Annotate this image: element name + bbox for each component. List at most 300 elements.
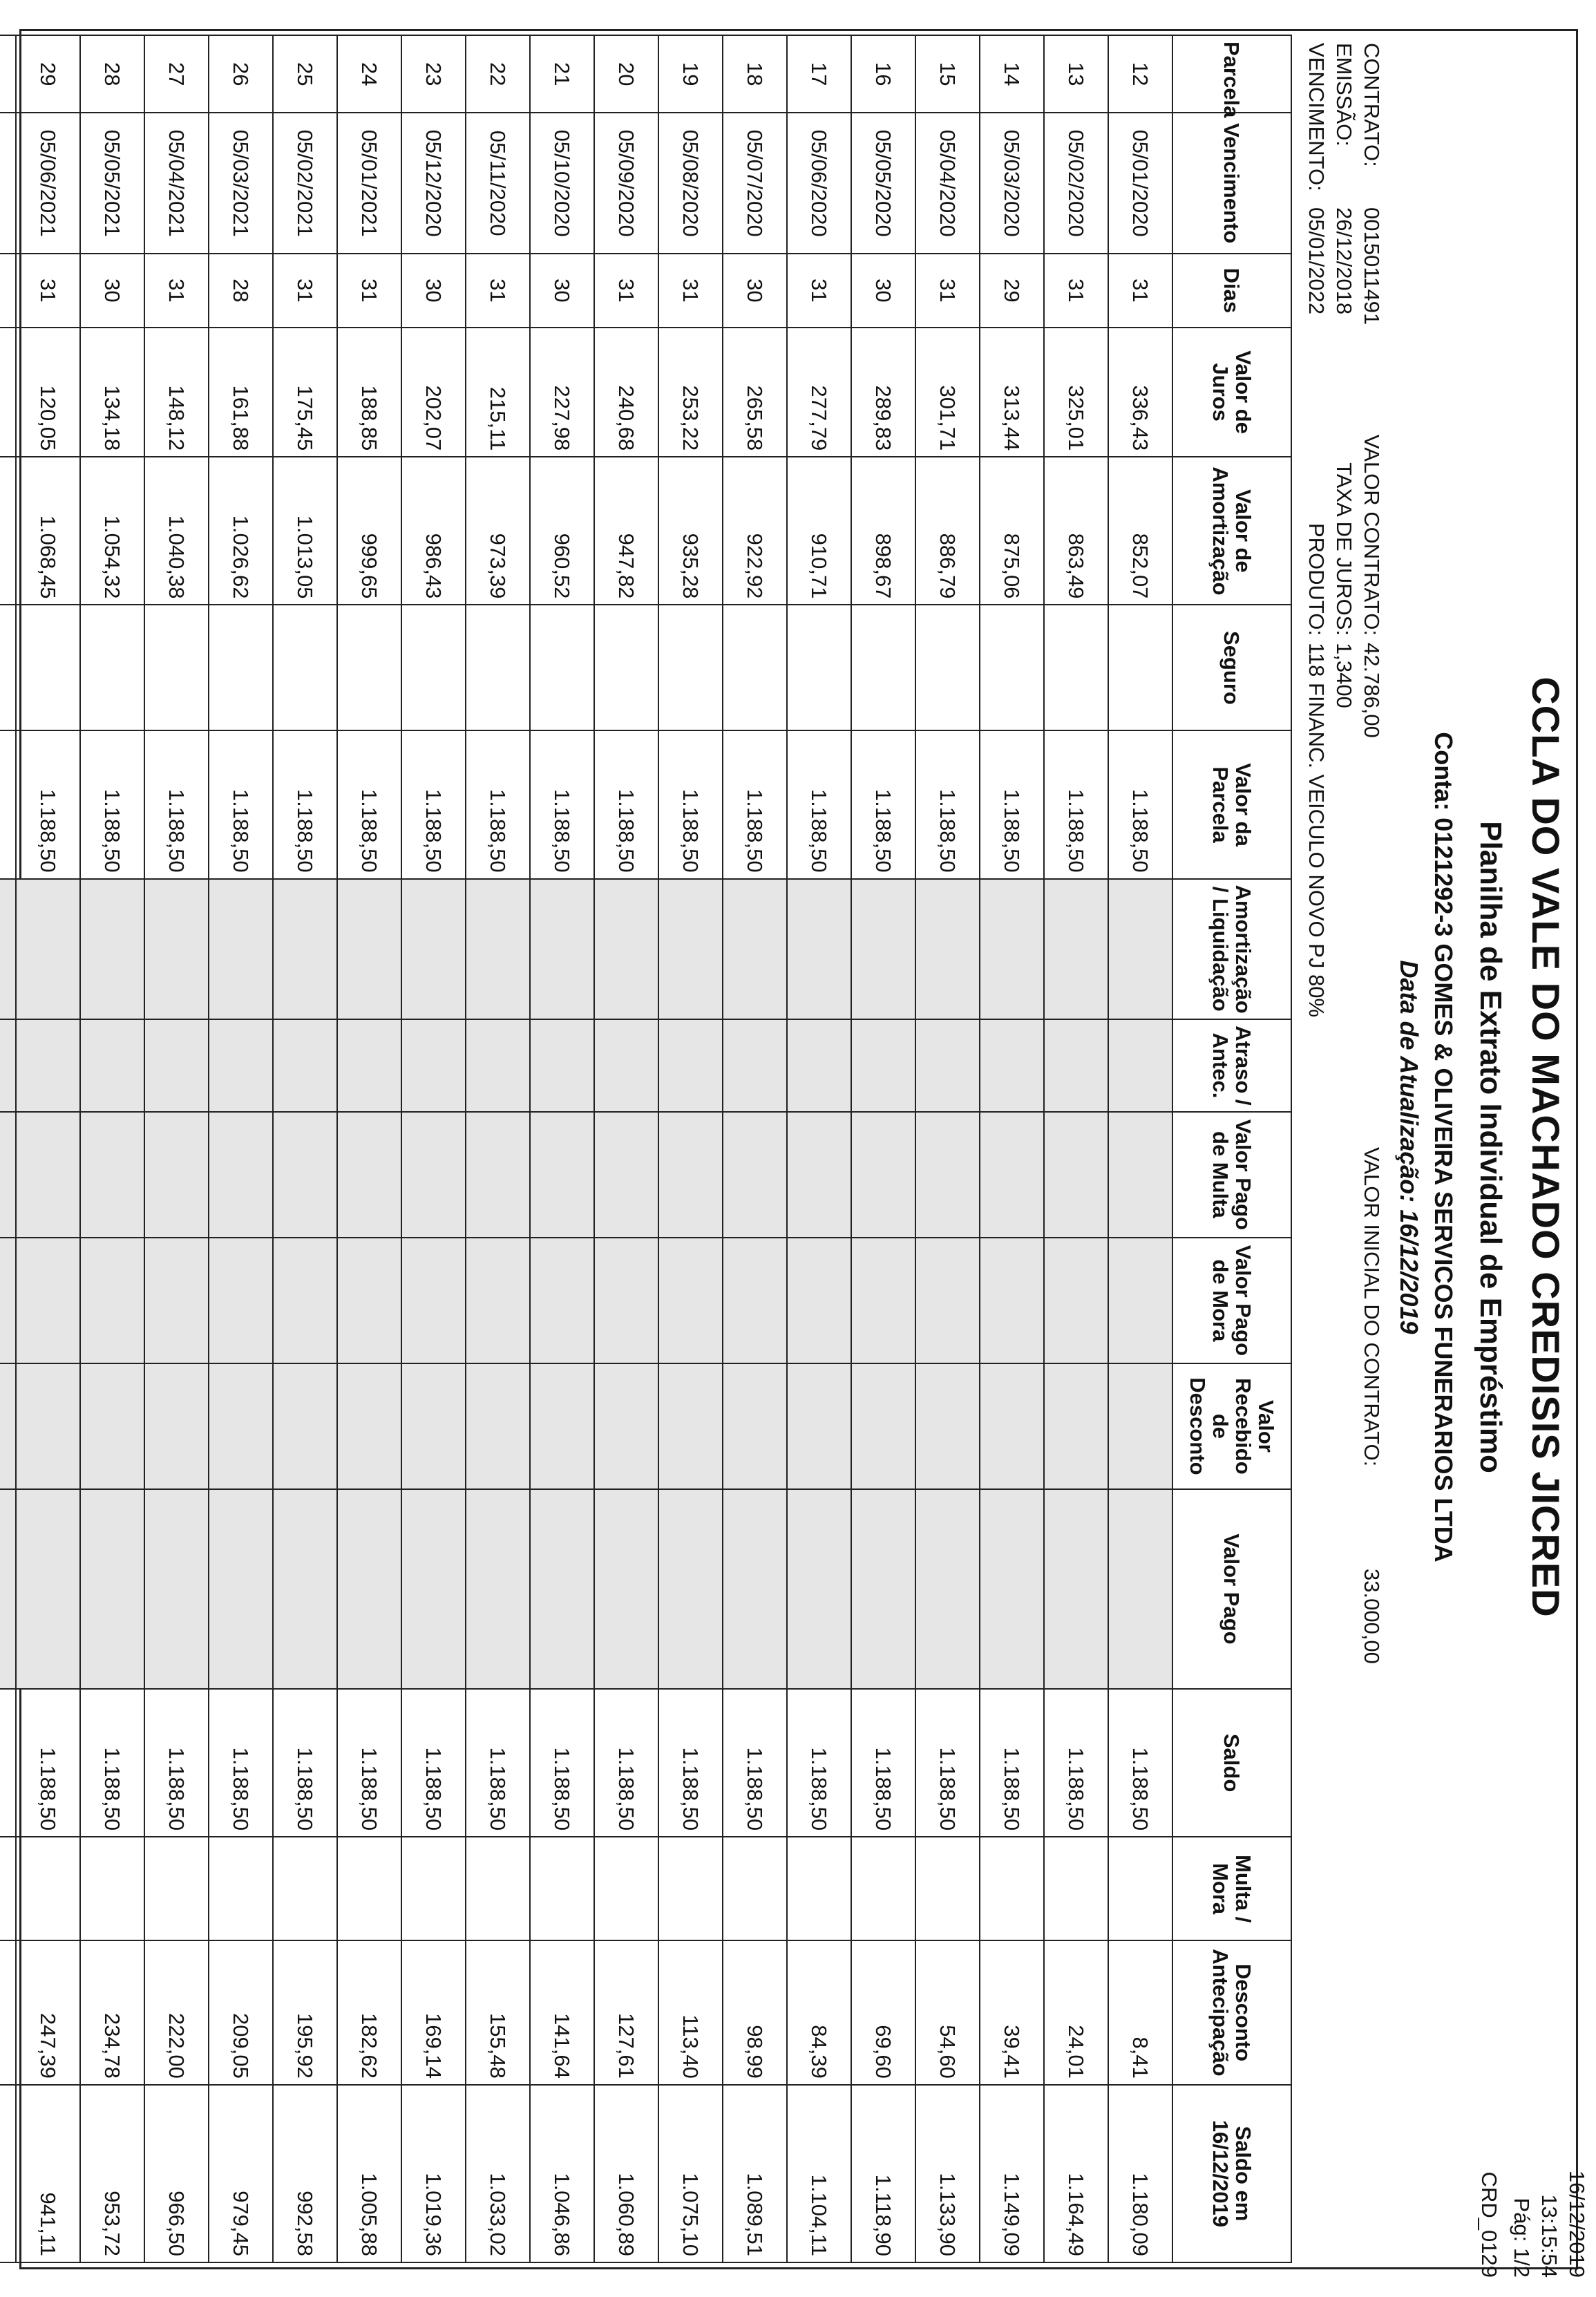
table-cell — [594, 1112, 658, 1238]
table-cell: 1.188,50 — [658, 730, 723, 878]
table-cell — [1108, 879, 1172, 1019]
table-cell: 169,14 — [401, 1940, 466, 2085]
table-cell — [594, 1489, 658, 1689]
table-cell: 05/05/2020 — [851, 113, 915, 253]
table-cell — [594, 879, 658, 1019]
table-cell: 1.054,32 — [80, 457, 144, 605]
initial-value: 33.000,00 — [1360, 1569, 1384, 1664]
table-cell: 28 — [209, 254, 273, 328]
table-cell — [1044, 1112, 1108, 1238]
table-cell — [1044, 1837, 1108, 1940]
table-cell: 19 — [658, 35, 723, 113]
table-cell: 1.019,36 — [401, 2085, 466, 2262]
table-cell: 313,44 — [980, 328, 1044, 457]
table-row — [0, 35, 16, 2262]
table-cell: 1.188,50 — [273, 1689, 337, 1837]
table-cell: 247,39 — [16, 1940, 80, 2085]
table-cell: 992,58 — [273, 2085, 337, 2262]
table-cell — [530, 879, 594, 1019]
table-cell — [1108, 1489, 1172, 1689]
table-row — [915, 35, 980, 2262]
column-header: Seguro — [1172, 605, 1291, 730]
table-cell: 15 — [915, 35, 980, 113]
table-cell — [787, 1363, 851, 1489]
table-cell — [401, 879, 466, 1019]
table-cell — [273, 1112, 337, 1238]
table-cell: 1.188,50 — [1108, 730, 1172, 878]
table-cell: 1.188,50 — [530, 1689, 594, 1837]
table-cell: 54,60 — [915, 1940, 980, 2085]
table-cell — [0, 1689, 16, 1837]
table-cell — [16, 1489, 80, 1689]
product-label: PRODUTO: — [1304, 522, 1329, 636]
table-cell — [401, 1837, 466, 1940]
table-cell: 30 — [530, 254, 594, 328]
table-cell — [16, 879, 80, 1019]
table-cell — [0, 730, 16, 878]
table-row — [594, 35, 658, 2262]
table-cell — [144, 879, 209, 1019]
table-cell: 966,50 — [144, 2085, 209, 2262]
table-cell: 30 — [851, 254, 915, 328]
table-cell: 05/06/2020 — [787, 113, 851, 253]
table-cell: 1.026,62 — [209, 457, 273, 605]
table-cell: 05/08/2020 — [658, 113, 723, 253]
table-cell: 12 — [1108, 35, 1172, 113]
table-cell: 1.188,50 — [16, 1689, 80, 1837]
table-cell: 979,45 — [209, 2085, 273, 2262]
table-cell: 1.133,90 — [915, 2085, 980, 2262]
table-cell: 31 — [16, 254, 80, 328]
table-row — [530, 35, 594, 2262]
table-cell — [1108, 1363, 1172, 1489]
table-cell — [723, 879, 787, 1019]
print-date: 16/12/2019 — [1565, 2170, 1589, 2278]
table-cell: 240,68 — [594, 328, 658, 457]
table-cell — [787, 1837, 851, 1940]
table-cell: 1.188,50 — [337, 730, 401, 878]
table-cell: 910,71 — [787, 457, 851, 605]
table-cell: 1.188,50 — [144, 730, 209, 878]
table-cell — [915, 879, 980, 1019]
table-cell — [273, 605, 337, 730]
table-cell — [0, 113, 16, 253]
table-cell: 1.013,05 — [273, 457, 337, 605]
table-cell — [209, 1363, 273, 1489]
interest-rate-label: TAXA DE JUROS: — [1332, 462, 1356, 636]
table-row — [273, 35, 337, 2262]
table-cell — [466, 1363, 530, 1489]
table-cell: 973,39 — [466, 457, 530, 605]
table-cell — [401, 1238, 466, 1363]
table-cell: 05/01/2021 — [337, 113, 401, 253]
table-cell: 1.188,50 — [337, 1689, 401, 1837]
table-cell: 30 — [401, 254, 466, 328]
table-cell — [594, 605, 658, 730]
table-cell — [915, 1837, 980, 1940]
table-cell — [915, 1112, 980, 1238]
table-cell: 22 — [466, 35, 530, 113]
table-cell: 202,07 — [401, 328, 466, 457]
table-cell: 1.188,50 — [209, 730, 273, 878]
column-header: Valor de Amortização — [1172, 457, 1291, 605]
table-cell — [594, 1837, 658, 1940]
table-row — [851, 35, 915, 2262]
table-cell — [16, 1837, 80, 1940]
table-cell: 1.188,50 — [530, 730, 594, 878]
table-cell — [787, 1489, 851, 1689]
table-cell: 875,06 — [980, 457, 1044, 605]
table-cell — [915, 1019, 980, 1112]
page-number: Pág: 1/2 — [1510, 2197, 1534, 2278]
table-cell — [466, 1238, 530, 1363]
table-cell: 1.089,51 — [723, 2085, 787, 2262]
table-cell: 1.188,50 — [851, 1689, 915, 1837]
table-cell: 14 — [980, 35, 1044, 113]
table-cell — [980, 1363, 1044, 1489]
table-cell: 1.188,50 — [787, 730, 851, 878]
table-cell: 1.164,49 — [1044, 2085, 1108, 2262]
table-cell — [851, 1489, 915, 1689]
interest-rate: 1,3400 — [1332, 643, 1356, 708]
table-cell: 1.033,02 — [466, 2085, 530, 2262]
column-header: Valor Recebido de Desconto — [1172, 1363, 1291, 1489]
table-cell: 05/04/2021 — [144, 113, 209, 253]
table-cell — [209, 605, 273, 730]
table-cell — [0, 1238, 16, 1363]
table-cell — [337, 1837, 401, 1940]
contract-label: CONTRATO: — [1360, 43, 1384, 167]
table-cell — [530, 1489, 594, 1689]
table-cell: 155,48 — [466, 1940, 530, 2085]
table-cell: 277,79 — [787, 328, 851, 457]
table-cell: 31 — [144, 254, 209, 328]
table-cell — [658, 1238, 723, 1363]
table-cell: 1.188,50 — [851, 730, 915, 878]
table-cell — [980, 1112, 1044, 1238]
table-cell: 898,67 — [851, 457, 915, 605]
column-header: Saldo — [1172, 1689, 1291, 1837]
table-cell: 31 — [787, 254, 851, 328]
table-cell: 1.188,50 — [980, 1689, 1044, 1837]
table-row — [466, 35, 530, 2262]
table-row — [787, 35, 851, 2262]
table-cell: 1.188,50 — [915, 1689, 980, 1837]
column-header: Multa / Mora — [1172, 1837, 1291, 1940]
table-cell: 1.188,50 — [144, 1689, 209, 1837]
table-body — [0, 35, 1172, 2262]
table-cell: 175,45 — [273, 328, 337, 457]
table-cell — [0, 328, 16, 457]
table-row — [658, 35, 723, 2262]
table-cell: 1.188,50 — [16, 730, 80, 878]
table-cell: 1.040,38 — [144, 457, 209, 605]
table-cell — [209, 1019, 273, 1112]
table-cell: 05/07/2020 — [723, 113, 787, 253]
table-cell: 31 — [658, 254, 723, 328]
table-cell — [80, 605, 144, 730]
column-header: Desconto Antecipação — [1172, 1940, 1291, 2085]
table-cell: 16 — [851, 35, 915, 113]
table-cell: 253,22 — [658, 328, 723, 457]
table-cell — [980, 1489, 1044, 1689]
table-cell: 1.188,50 — [723, 730, 787, 878]
table-cell: 8,41 — [1108, 1940, 1172, 2085]
table-cell — [16, 1019, 80, 1112]
table-cell — [0, 605, 16, 730]
table-cell: 1.149,09 — [980, 2085, 1044, 2262]
table-cell: 999,65 — [337, 457, 401, 605]
table-cell: 1.188,50 — [401, 730, 466, 878]
table-cell: 1.188,50 — [1044, 730, 1108, 878]
table-cell — [851, 879, 915, 1019]
table-cell — [209, 879, 273, 1019]
table-cell — [144, 1238, 209, 1363]
table-cell: 113,40 — [658, 1940, 723, 2085]
table-row — [337, 35, 401, 2262]
table-cell — [658, 1837, 723, 1940]
table-cell — [401, 1489, 466, 1689]
column-header: Vencimento — [1172, 113, 1291, 253]
installments-table — [0, 35, 1292, 2263]
table-cell: 120,05 — [16, 328, 80, 457]
table-cell — [401, 605, 466, 730]
table-cell: 13 — [1044, 35, 1108, 113]
table-cell — [980, 605, 1044, 730]
table-cell: 05/03/2020 — [980, 113, 1044, 253]
table-cell — [16, 1363, 80, 1489]
table-cell: 1.188,50 — [401, 1689, 466, 1837]
table-cell — [16, 1238, 80, 1363]
table-cell: 30 — [723, 254, 787, 328]
table-cell: 05/02/2020 — [1044, 113, 1108, 253]
table-cell — [658, 879, 723, 1019]
update-date: Data de Atualização: 16/12/2019 — [1395, 960, 1423, 1334]
table-cell — [1044, 879, 1108, 1019]
table-cell — [466, 1489, 530, 1689]
table-cell: 1.188,50 — [209, 1689, 273, 1837]
table-cell: 20 — [594, 35, 658, 113]
table-cell: 69,60 — [851, 1940, 915, 2085]
table-cell: 1.118,90 — [851, 2085, 915, 2262]
table-cell — [1108, 1019, 1172, 1112]
table-cell: 1.005,88 — [337, 2085, 401, 2262]
table-cell — [980, 1019, 1044, 1112]
table-cell: 215,11 — [466, 328, 530, 457]
table-cell — [0, 1940, 16, 2085]
table-cell — [658, 1019, 723, 1112]
table-cell: 1.188,50 — [723, 1689, 787, 1837]
column-header: Valor Pago de Mora — [1172, 1238, 1291, 1363]
table-cell — [787, 1238, 851, 1363]
report-code: CRD_0129 — [1477, 2171, 1501, 2278]
initial-value-label: VALOR INICIAL DO CONTRATO: — [1360, 1147, 1384, 1467]
account-line: Conta: 0121292-3 GOMES & OLIVEIRA SERVICOS FUNERARIOS LTDA — [1429, 732, 1458, 1562]
table-cell — [915, 605, 980, 730]
table-cell: 947,82 — [594, 457, 658, 605]
table-cell — [144, 605, 209, 730]
table-cell — [723, 1837, 787, 1940]
table-cell: 148,12 — [144, 328, 209, 457]
column-header: Valor de Juros — [1172, 328, 1291, 457]
table-cell — [530, 605, 594, 730]
table-cell — [0, 1112, 16, 1238]
table-cell: 1.180,09 — [1108, 2085, 1172, 2262]
table-row — [1108, 35, 1172, 2262]
column-header: Saldo em 16/12/2019 — [1172, 2085, 1291, 2262]
table-cell: 29 — [16, 35, 80, 113]
table-cell: 1.060,89 — [594, 2085, 658, 2262]
table-cell: 953,72 — [80, 2085, 144, 2262]
table-cell — [915, 1363, 980, 1489]
table-cell — [723, 1019, 787, 1112]
contract-value: 42.786,00 — [1360, 643, 1384, 738]
table-cell — [466, 1019, 530, 1112]
table-cell — [530, 1363, 594, 1489]
table-cell — [851, 1238, 915, 1363]
table-cell: 141,64 — [530, 1940, 594, 2085]
table-cell — [273, 1489, 337, 1689]
table-cell — [530, 1112, 594, 1238]
table-cell — [273, 1363, 337, 1489]
table-cell: 18 — [723, 35, 787, 113]
table-cell — [530, 1238, 594, 1363]
table-cell: 182,62 — [337, 1940, 401, 2085]
table-cell — [466, 879, 530, 1019]
table-cell: 05/09/2020 — [594, 113, 658, 253]
table-cell — [401, 1112, 466, 1238]
table-cell: 935,28 — [658, 457, 723, 605]
table-cell — [980, 1837, 1044, 1940]
table-cell — [980, 879, 1044, 1019]
table-cell: 31 — [337, 254, 401, 328]
contract-number: 0015011491 — [1360, 207, 1384, 325]
table-cell: 289,83 — [851, 328, 915, 457]
table-cell: 31 — [466, 254, 530, 328]
table-cell — [723, 1363, 787, 1489]
print-time: 13:15:54 — [1537, 2194, 1561, 2278]
table-cell — [594, 1363, 658, 1489]
table-cell: 1.188,50 — [80, 1689, 144, 1837]
table-cell — [530, 1837, 594, 1940]
table-cell: 1.104,11 — [787, 2085, 851, 2262]
table-cell — [851, 1019, 915, 1112]
table-cell: 1.188,50 — [658, 1689, 723, 1837]
table-row — [209, 35, 273, 2262]
table-cell — [337, 879, 401, 1019]
table-cell: 24 — [337, 35, 401, 113]
table-cell — [915, 1238, 980, 1363]
table-cell — [209, 1112, 273, 1238]
table-cell: 161,88 — [209, 328, 273, 457]
table-cell — [80, 1837, 144, 1940]
table-cell: 1.188,50 — [1108, 1689, 1172, 1837]
table-cell — [851, 1112, 915, 1238]
column-header: Parcela — [1172, 35, 1291, 113]
table-cell — [273, 1238, 337, 1363]
table-cell: 1.188,50 — [980, 730, 1044, 878]
table-cell: 863,49 — [1044, 457, 1108, 605]
table-cell — [80, 1363, 144, 1489]
table-cell: 1.046,86 — [530, 2085, 594, 2262]
table-cell — [273, 1837, 337, 1940]
column-header: Valor da Parcela — [1172, 730, 1291, 878]
table-cell — [0, 254, 16, 328]
table-cell — [80, 1019, 144, 1112]
table-cell — [144, 1837, 209, 1940]
table-cell: 05/06/2021 — [16, 113, 80, 253]
table-cell — [658, 1363, 723, 1489]
table-cell — [787, 879, 851, 1019]
contract-value-label: VALOR CONTRATO: — [1360, 434, 1384, 636]
table-cell — [1108, 1238, 1172, 1363]
table-cell — [1108, 605, 1172, 730]
table-header-row — [1172, 35, 1291, 2262]
table-cell: 25 — [273, 35, 337, 113]
table-cell: 29 — [980, 254, 1044, 328]
table-cell: 222,00 — [144, 1940, 209, 2085]
table-cell: 27 — [144, 35, 209, 113]
column-header: Atraso / Antec. — [1172, 1019, 1291, 1112]
table-cell: 31 — [594, 254, 658, 328]
table-cell: 39,41 — [980, 1940, 1044, 2085]
table-cell — [1044, 1363, 1108, 1489]
table-cell: 26 — [209, 35, 273, 113]
table-cell — [851, 605, 915, 730]
table-cell — [337, 1363, 401, 1489]
table-cell: 05/04/2020 — [915, 113, 980, 253]
table-cell: 05/12/2020 — [401, 113, 466, 253]
table-cell: 1.188,50 — [466, 730, 530, 878]
table-cell — [0, 2085, 16, 2262]
table-cell: 1.188,50 — [915, 730, 980, 878]
table-cell — [0, 1837, 16, 1940]
table-cell: 31 — [1108, 254, 1172, 328]
table-cell: 05/02/2021 — [273, 113, 337, 253]
table-cell: 922,92 — [723, 457, 787, 605]
table-cell: 986,43 — [401, 457, 466, 605]
table-cell — [144, 1363, 209, 1489]
table-cell — [0, 1363, 16, 1489]
table-cell — [1108, 1112, 1172, 1238]
due-date: 05/01/2022 — [1304, 207, 1329, 315]
table-cell — [401, 1363, 466, 1489]
table-row — [723, 35, 787, 2262]
table-cell: 1.188,50 — [787, 1689, 851, 1837]
table-cell — [466, 605, 530, 730]
table-cell — [594, 1019, 658, 1112]
table-cell — [144, 1112, 209, 1238]
table-cell — [723, 1112, 787, 1238]
table-cell: 31 — [273, 254, 337, 328]
table-cell: 941,11 — [16, 2085, 80, 2262]
table-cell: 134,18 — [80, 328, 144, 457]
table-cell: 127,61 — [594, 1940, 658, 2085]
table-cell — [0, 457, 16, 605]
table-cell: 31 — [915, 254, 980, 328]
table-cell: 1.188,50 — [594, 730, 658, 878]
column-header: Amortização / Liquidação — [1172, 879, 1291, 1019]
table-cell — [273, 879, 337, 1019]
table-cell: 1.188,50 — [466, 1689, 530, 1837]
table-cell: 209,05 — [209, 1940, 273, 2085]
table-cell: 852,07 — [1108, 457, 1172, 605]
table-cell: 30 — [80, 254, 144, 328]
table-cell: 05/01/2020 — [1108, 113, 1172, 253]
column-header: Valor Pago de Multa — [1172, 1112, 1291, 1238]
table-row — [80, 35, 144, 2262]
table-cell — [144, 1019, 209, 1112]
